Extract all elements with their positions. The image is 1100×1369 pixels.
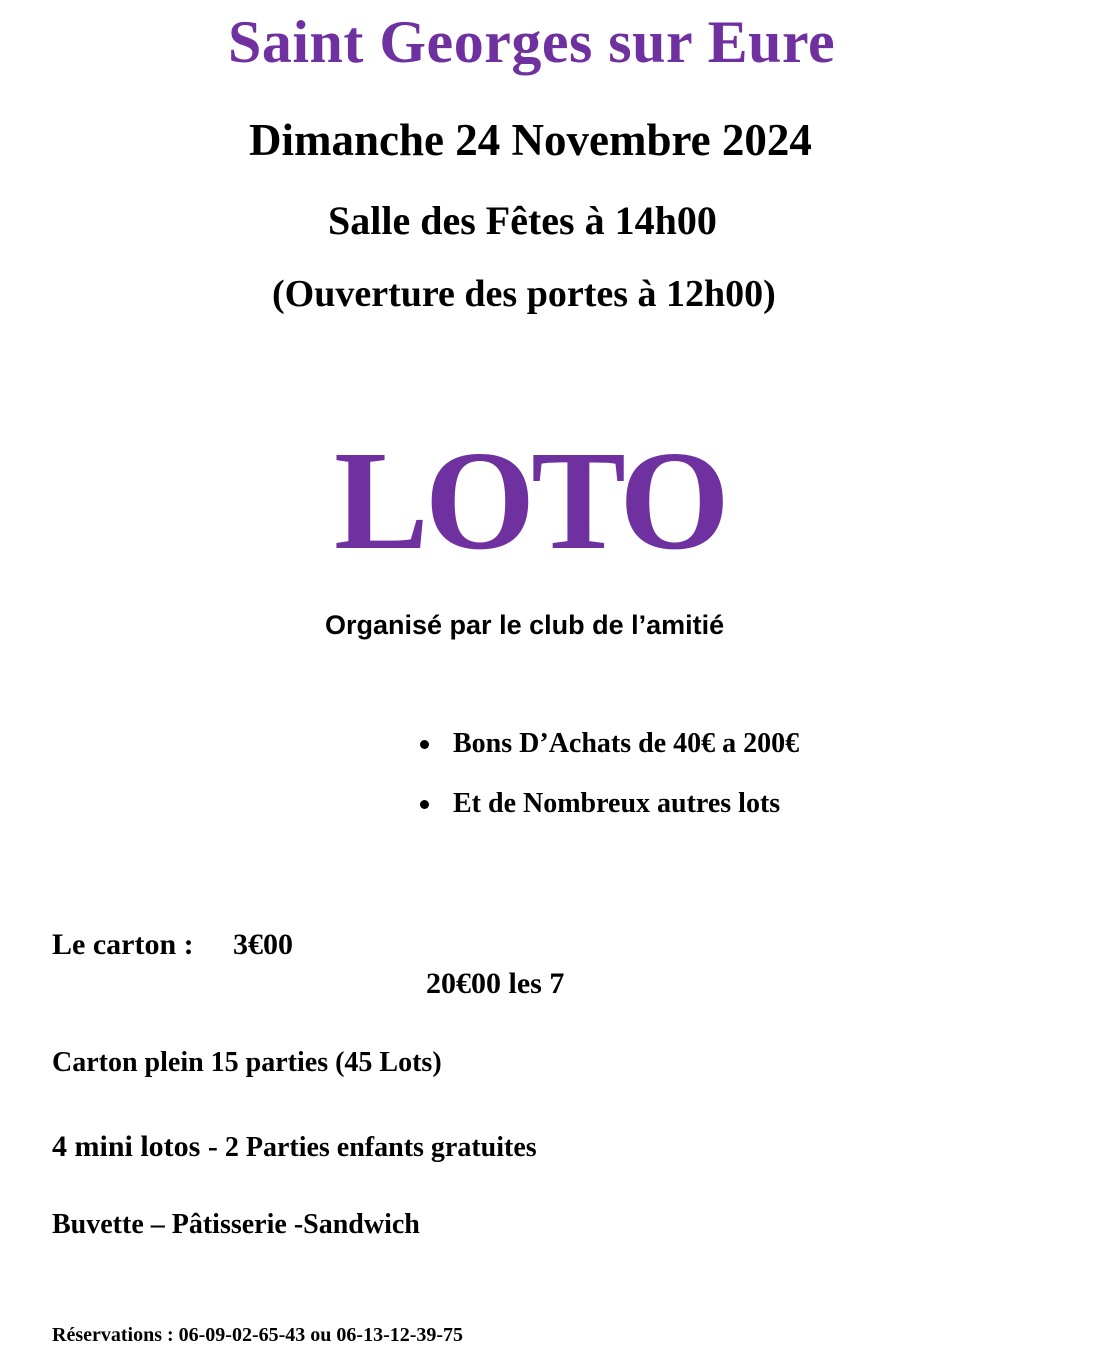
event-date: Dimanche 24 Novembre 2024 <box>249 115 812 165</box>
buvette-line: Buvette – Pâtisserie -Sandwich <box>52 1209 420 1240</box>
mini-lotos-text: 4 mini lotos - <box>52 1130 218 1163</box>
carton-price: 3€00 <box>233 928 293 961</box>
carton-bundle-price: 20€00 les 7 <box>426 967 565 1000</box>
prize-item <box>418 726 799 786</box>
event-venue: Salle des Fêtes à 14h00 <box>328 198 717 243</box>
prize-text: Bons D’Achats de 40€ a 200€ <box>453 728 800 759</box>
reservations-line: Réservations : 06-09-02-65-43 ou 06-13-12-39-75 <box>52 1324 464 1346</box>
kids-games-text: 2 Parties enfants gratuites <box>217 1132 537 1163</box>
organizer-line: Organisé par le club de l’amitié <box>325 610 725 640</box>
carton-plein-info: Carton plein 15 parties (45 Lots) <box>52 1047 442 1078</box>
prize-item <box>418 786 799 846</box>
bullet-icon <box>420 800 429 809</box>
event-name: LOTO <box>334 421 726 579</box>
poster-title: Saint Georges sur Eure <box>228 9 836 75</box>
bullet-icon <box>420 740 429 749</box>
mini-lotos-line <box>52 1130 537 1164</box>
prize-text: Et de Nombreux autres lots <box>453 788 781 819</box>
doors-opening: (Ouverture des portes à 12h00) <box>272 273 776 315</box>
prize-list <box>418 726 799 846</box>
carton-label: Le carton : <box>52 928 194 961</box>
